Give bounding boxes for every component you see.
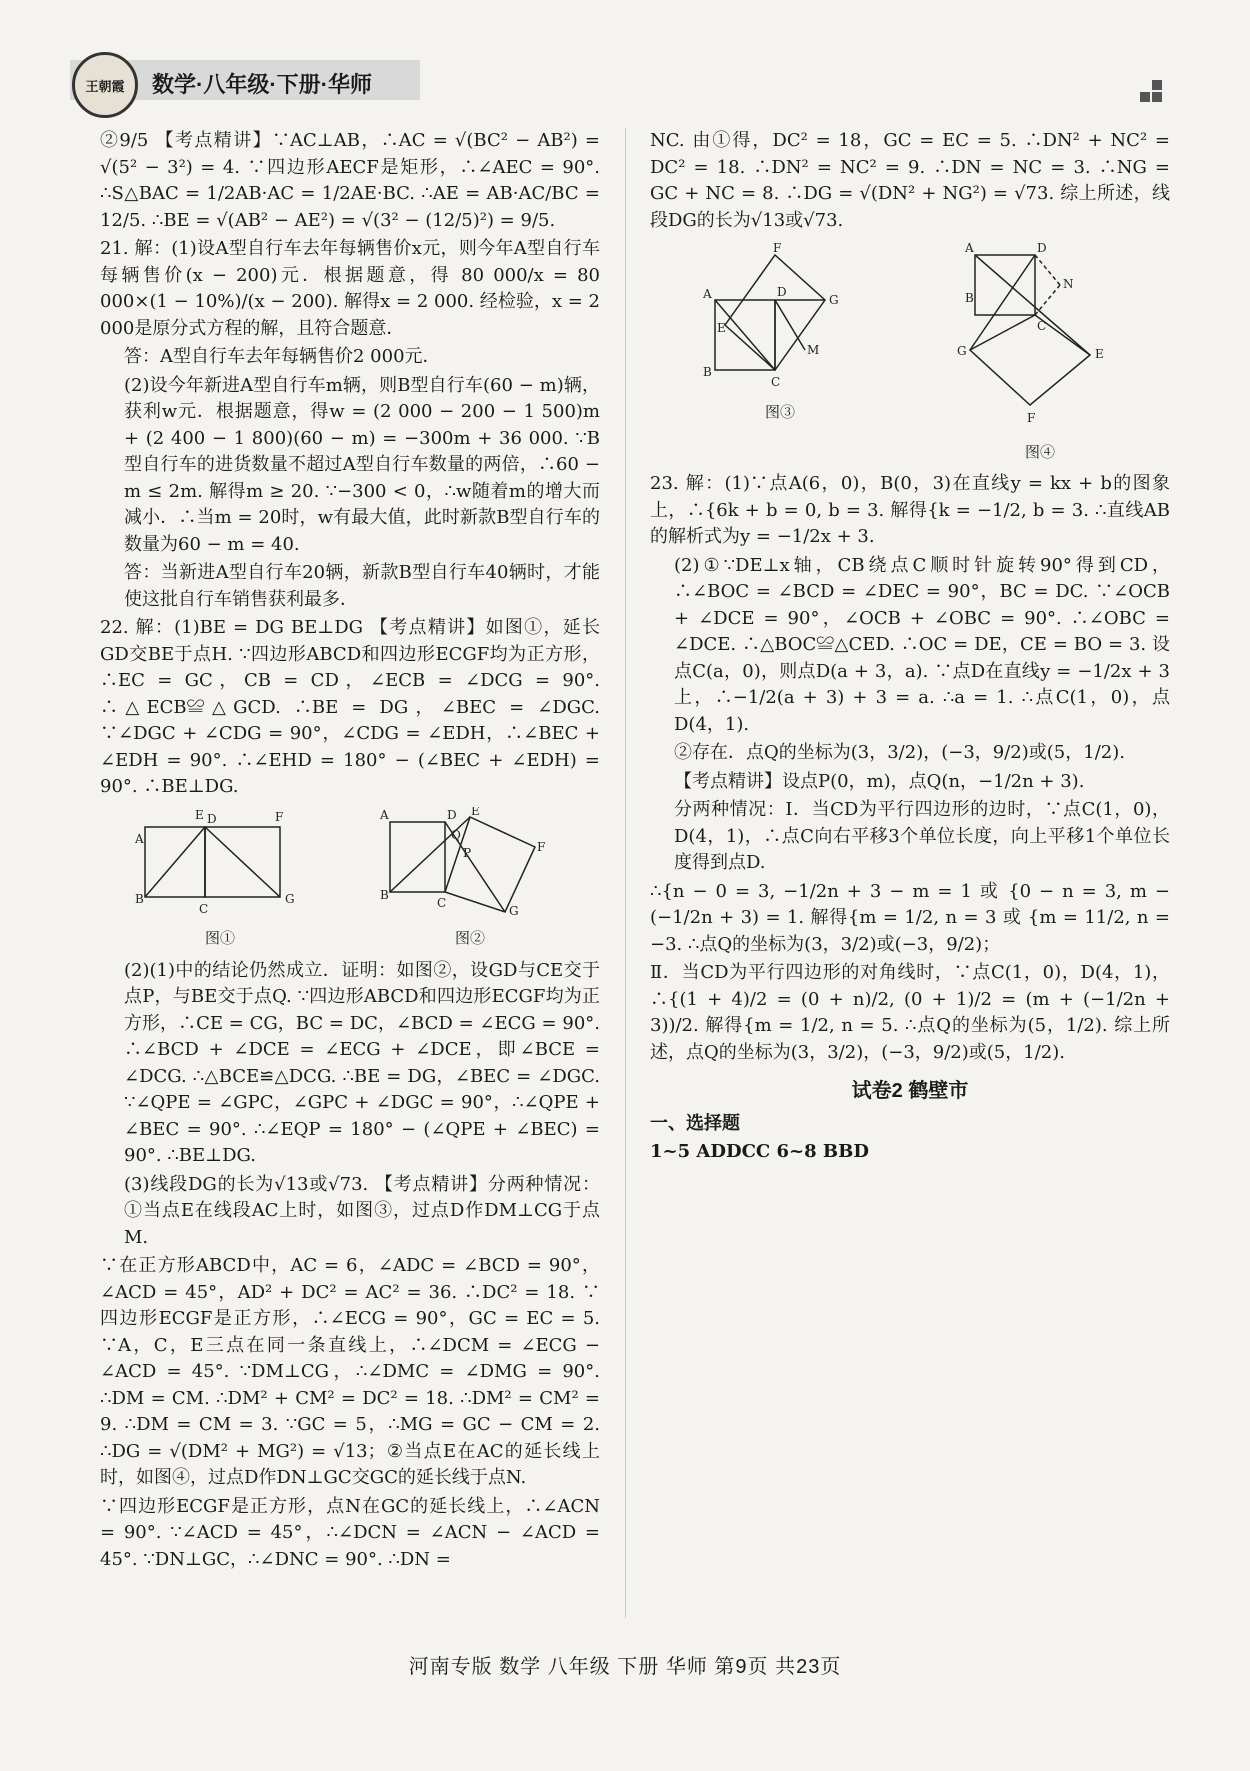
- svg-text:F: F: [773, 241, 782, 255]
- svg-text:G: G: [285, 891, 295, 906]
- figure-3-diagram: [695, 240, 865, 390]
- choice-answers: 1~5 ADDCC 6~8 BBD: [650, 1141, 869, 1162]
- column-divider: [625, 128, 626, 1618]
- corner-squares-icon: [1140, 80, 1170, 106]
- svg-text:B: B: [380, 887, 389, 902]
- figures-1-2: [100, 807, 600, 952]
- svg-text:C: C: [437, 895, 447, 910]
- svg-text:F: F: [1027, 411, 1036, 425]
- answer-23-part1: 23. 解：(1)∵点A(6，0)，B(0，3)在直线y = kx + b的图象上，∴{6k + b = 0, b = 3. 解得{k = −1/2, b = 3. ∴直线AB的解析式为y = −1/2x + 3.: [650, 473, 1170, 547]
- svg-text:D: D: [447, 807, 457, 822]
- answer-22-part1: 22. 解：(1)BE = DG BE⊥DG 【考点精讲】如图①，延长GD交BE于点H. ∵四边形ABCD和四边形ECGF均为正方形，∴EC = GC，CB = CD，∠ECB = ∠DCG = 90°. ∴△ECB≌△GCD. ∴BE = DG，∠BEC = ∠DGC. ∵∠DGC + ∠CDG = 90°，∠CDG = ∠EDH，∴∠BEC + ∠EDH = 90°. ∴∠EHD = 180° − (∠BEC + ∠EDH) = 90°. ∴BE⊥DG.: [100, 617, 600, 797]
- svg-text:A: A: [965, 241, 974, 255]
- figure-1-caption: 图①: [204, 929, 235, 947]
- answer-23-result: ②存在．点Q的坐标为(3，3/2)，(−3，9/2)或(5，1/2).: [674, 742, 1125, 763]
- svg-text:E: E: [195, 807, 204, 822]
- answer-23-case1: 分两种情况：Ⅰ．当CD为平行四边形的边时，∵点C(1，0)，D(4，1)，∴点C向右平移3个单位长度，向上平移1个单位长度得到点D.: [674, 799, 1170, 873]
- svg-text:D: D: [1037, 241, 1047, 255]
- figure-4-caption: 图④: [1024, 442, 1055, 461]
- svg-text:D: D: [207, 811, 217, 826]
- section-subtitle: 一、选择题: [650, 1112, 740, 1134]
- left-column: [100, 128, 600, 1575]
- svg-text:N: N: [1063, 277, 1074, 291]
- svg-text:A: A: [703, 287, 712, 301]
- svg-text:Q: Q: [451, 827, 461, 842]
- figure-4-diagram: [955, 240, 1125, 430]
- svg-text:E: E: [717, 321, 726, 335]
- figure-3-caption: 图③: [764, 402, 795, 421]
- right-column: [650, 128, 1170, 1168]
- svg-text:B: B: [703, 365, 712, 379]
- answer-22-part3: (3)线段DG的长为√13或√73. 【考点精讲】分两种情况：①当点E在线段AC上时，如图③，过点D作DM⊥CG于点M.: [124, 1173, 600, 1248]
- answer-21-part2: (2)设今年新进A型自行车m辆，则B型自行车(60 − m)辆，获利w元．根据题意，得w = (2 000 − 200 − 1 500)m + (2 400 − 1 800)(60 − m) = −300m + 36 000. ∵B型自行车的进货数量不超过A型自行车数量的两倍，∴60 − m ≤ 2m. 解得m ≥ 20. ∵−300 < 0，∴w随着m的增大而减小．∴当m = 20时，w有最大值，此时新款B型自行车的数量为60 − m = 40.: [124, 374, 600, 555]
- publisher-logo: 王朝霞: [72, 52, 138, 118]
- answer-23-case2: Ⅱ．当CD为平行四边形的对角线时，∵点C(1，0)，D(4，1)，∴{(1 + 4)/2 = (0 + n)/2, (0 + 1)/2 = (m + (−1/2n + 3))/2. 解得{m = 1/2, n = 5. ∴点Q的坐标为(5，1/2). 综上所述，点Q的坐标为(3，3/2)，(−3，9/2)或(5，1/2).: [650, 962, 1170, 1063]
- figure-2-caption: 图②: [454, 929, 485, 947]
- svg-text:G: G: [509, 903, 519, 917]
- answer-22-case2: ∵四边形ECGF是正方形，点N在GC的延长线上，∴∠ACN = 90°. ∵∠ACD = 45°，∴∠DCN = ∠ACN − ∠ACD = 45°. ∵DN⊥GC，∴∠DNC = 90°. ∴DN =: [100, 1495, 600, 1570]
- svg-text:C: C: [199, 901, 209, 916]
- svg-text:E: E: [471, 806, 480, 818]
- svg-text:G: G: [829, 293, 839, 307]
- svg-text:F: F: [537, 839, 546, 854]
- answer-22-continued: NC. 由①得，DC² = 18，GC = EC = 5. ∴DN² + NC² = DC² = 18. ∴DN² = NC² = 9. ∴DN = NC = 3. ∴NG = GC + NC = 8. ∴DG = √(DN² + NG²) = √73. 综上所述，线段DG的长为√13或√73.: [650, 130, 1170, 231]
- book-title: 数学·八年级·下册·华师: [152, 72, 372, 97]
- svg-text:D: D: [777, 285, 787, 299]
- svg-text:E: E: [1095, 347, 1104, 361]
- svg-text:C: C: [771, 375, 781, 389]
- figure-2-diagram: [375, 807, 565, 917]
- svg-text:A: A: [135, 831, 144, 846]
- figure-1-diagram: [135, 807, 305, 917]
- answer-22-case1: ∵在正方形ABCD中，AC = 6，∠ADC = ∠BCD = 90°，∠ACD = 45°，AD² + DC² = AC² = 36. ∴DC² = 18. ∵四边形ECGF是正方形，∴∠ECG = 90°，GC = EC = 5. ∵A，C，E三点在同一条直线上，∴∠DCM = ∠ECG − ∠ACD = 45°. ∵DM⊥CG，∴∠DMC = ∠DMG = 90°. ∴DM = CM. ∴DM² + CM² = DC² = 18. ∴DM² = CM² = 9. ∴DM = CM = 3. ∵GC = 5，∴MG = GC − CM = 2. ∴DG = √(DM² + MG²) = √13；②当点E在AC的延长线上时，如图④，过点D作DN⊥GC交GC的延长线于点N.: [100, 1255, 600, 1488]
- answer-23-insight: 【考点精讲】设点P(0，m)，点Q(n，−1/2n + 3).: [674, 770, 1085, 792]
- svg-text:M: M: [807, 343, 820, 357]
- answer-21-conclusion1: 答：A型自行车去年每辆售价2 000元．: [124, 346, 441, 367]
- page-footer: 河南专版 数学 八年级 下册 华师 第9页 共23页: [408, 1656, 842, 1678]
- answer-20-2: ②9/5 【考点精讲】∵AC⊥AB，∴AC = √(BC² − AB²) = √(5² − 3²) = 4. ∵四边形AECF是矩形，∴∠AEC = 90°. ∴S△BAC = 1/2AB·AC = 1/2AE·BC. ∴AE = AB·AC/BC = 12/5. ∴BE = √(AB² − AE²) = √(3² − (12/5)²) = 9/5.: [100, 130, 600, 231]
- section-title: 试卷2 鹤壁市: [851, 1080, 969, 1102]
- svg-text:B: B: [135, 891, 144, 906]
- answer-23-part2: (2)①∵DE⊥x轴，CB绕点C顺时针旋转90°得到CD，∴∠BOC = ∠BCD = ∠DEC = 90°，BC = DC. ∵∠OCB + ∠DCE = 90°，∠OCB + ∠OBC = 90°. ∴∠OBC = ∠DCE. ∴△BOC≌△CED. ∴OC = DE，CE = BO = 3. 设点C(a，0)，则点D(a + 3，a). ∵点D在直线y = −1/2x + 3上，∴−1/2(a + 3) + 3 = a. ∴a = 1. ∴点C(1，0)，点D(4，1).: [674, 554, 1170, 735]
- figures-3-4: [650, 240, 1170, 465]
- svg-text:B: B: [965, 291, 974, 305]
- svg-text:C: C: [1037, 319, 1047, 333]
- answer-21-conclusion2: 答：当新进A型自行车20辆，新款B型自行车40辆时，才能使这批自行车销售获利最多．: [124, 562, 600, 610]
- answer-21-part1: 21. 解：(1)设A型自行车去年每辆售价x元，则今年A型自行车每辆售价(x − 200)元．根据题意，得 80 000/x = 80 000×(1 − 10%)/(x − 200). 解得x = 2 000. 经检验，x = 2 000是原分式方程的解，且符合题意．: [100, 238, 600, 339]
- svg-text:A: A: [380, 807, 389, 822]
- answer-23-case1-solve: ∴{n − 0 = 3, −1/2n + 3 − m = 1 或 {0 − n = 3, m − (−1/2n + 3) = 1. 解得{m = 1/2, n = 3 或 {m = 11/2, n = −3. ∴点Q的坐标为(3，3/2)或(−3，9/2)；: [650, 880, 1170, 955]
- svg-text:G: G: [957, 344, 967, 358]
- answer-22-part2: (2)(1)中的结论仍然成立．证明：如图②，设GD与CE交于点P，与BE交于点Q. ∵四边形ABCD和四边形ECGF均为正方形，∴CE = CG，BC = DC，∠BCD = ∠ECG = 90°. ∴∠BCD + ∠DCE = ∠ECG + ∠DCE，即∠BCE = ∠DCG. ∴△BCE≌△DCG. ∴BE = DG，∠BEC = ∠DGC. ∵∠QPE = ∠GPC，∠GPC + ∠DGC = 90°，∴∠QPE + ∠BEC = 90°. ∴∠EQP = 180° − (∠QPE + ∠BEC) = 90°. ∴BE⊥DG.: [124, 959, 600, 1166]
- svg-text:F: F: [275, 809, 284, 824]
- svg-text:P: P: [463, 845, 472, 860]
